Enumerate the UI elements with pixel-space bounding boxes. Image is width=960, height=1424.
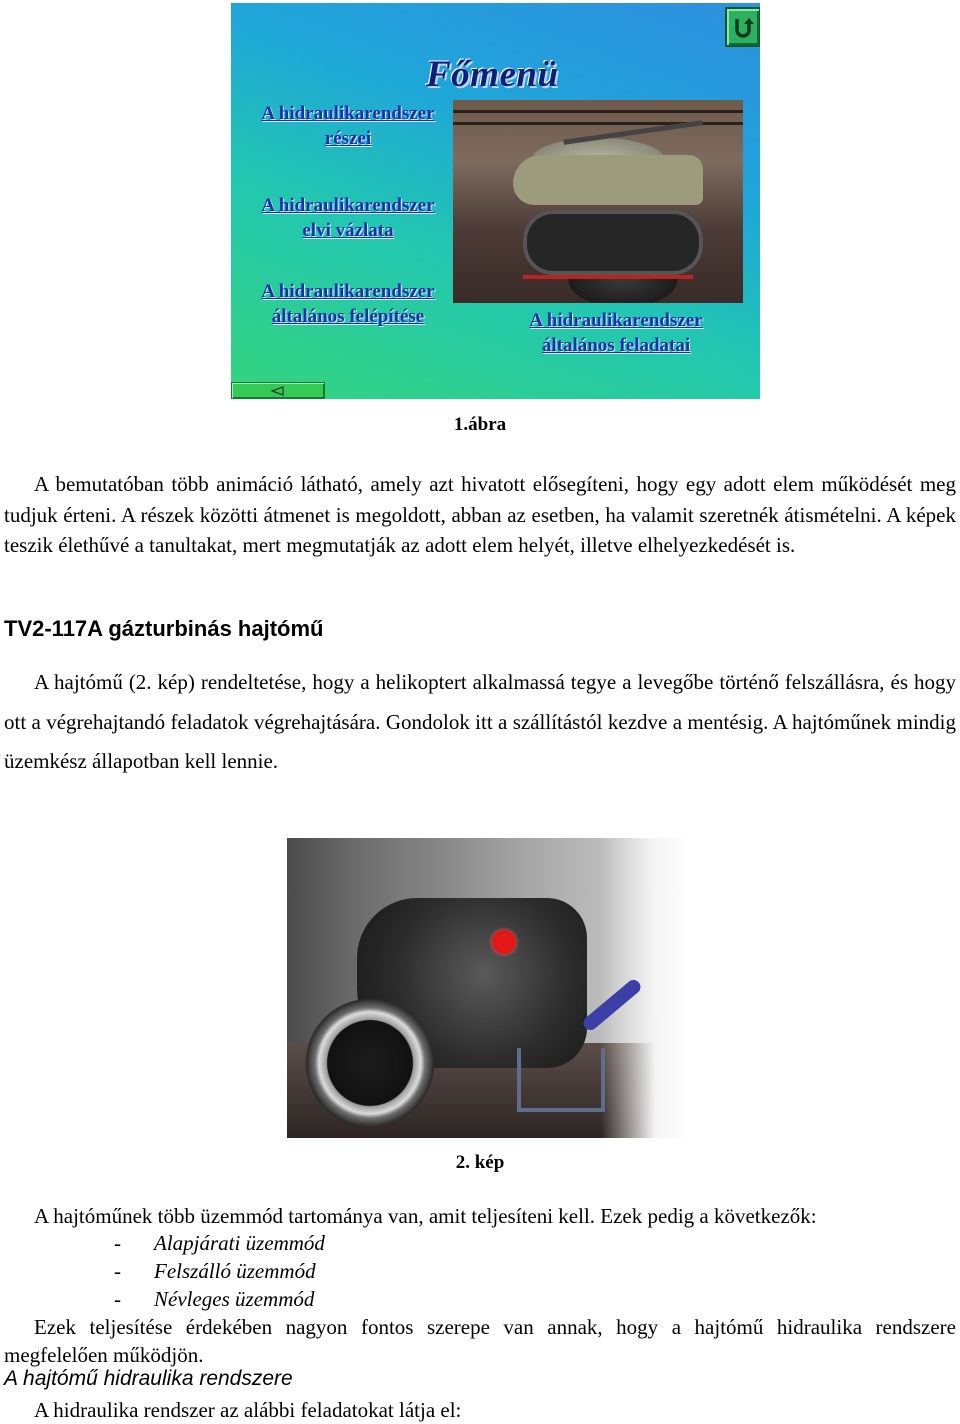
helicopter-engine-photo	[453, 100, 743, 303]
menu-title: Főmenü	[426, 54, 559, 95]
engine-paragraph: A hajtómű (2. kép) rendeltetése, hogy a helikoptert alkalmassá tegye a levegőbe történő felszállásra, és hogy ott a végrehajtandó feladatok végrehajtására. Gondolok itt a szállítástól kezdve a mentésig. A hajtóműnek mindig üzemkész állapotban kell lennie.	[4, 670, 956, 773]
section-heading-engine: TV2-117A gázturbinás hajtómű	[4, 616, 324, 641]
return-arrow-icon	[731, 15, 755, 39]
figure-1-menu-screenshot	[231, 3, 760, 399]
mode-label: Felszálló üzemmód	[154, 1259, 316, 1283]
list-dash: -	[114, 1287, 121, 1311]
back-button[interactable]	[725, 7, 760, 47]
triangle-left-icon	[271, 386, 285, 396]
figure-2-caption: 2. kép	[455, 1152, 505, 1173]
modes-intro-paragraph: A hajtóműnek több üzemmód tartománya van, amit teljesíteni kell. Ezek pedig a következők:	[34, 1204, 817, 1228]
mode-label: Névleges üzemmód	[154, 1287, 315, 1311]
list-dash: -	[114, 1259, 121, 1283]
section-heading-hydraulic: A hajtómű hidraulika rendszere	[4, 1367, 293, 1390]
mode-label: Alapjárati üzemmód	[154, 1231, 325, 1255]
figure-2-engine-photo	[287, 838, 691, 1138]
link-hydraulic-tasks[interactable]: A hidraulikarendszer általános feladatai	[529, 310, 703, 356]
link-hydraulic-structure[interactable]: A hidraulikarendszer általános felépítése	[261, 281, 435, 327]
intro-paragraph: A bemutatóban több animáció látható, amely azt hivatott elősegíteni, hogy egy adott elem működését meg tudjuk érteni. A részek közötti átmenet is megoldott, abban az esetben, ha valamit szeretnék átismételni. A képek teszik élethűvé a tanultakat, mert megmutatják az adott elem helyét, illetve elhelyezkedését is.	[4, 472, 956, 557]
figure-1-caption: 1.ábra	[453, 414, 507, 435]
link-hydraulic-parts[interactable]: A hidraulikarendszer részei	[261, 103, 435, 149]
importance-paragraph: Ezek teljesítése érdekében nagyon fontos szerepe van annak, hogy a hajtómű hidraulika rendszere megfelelően működjön.	[4, 1315, 956, 1367]
link-hydraulic-scheme[interactable]: A hidraulikarendszer elvi vázlata	[261, 195, 435, 241]
list-item	[114, 1229, 325, 1257]
list-dash: -	[114, 1231, 121, 1255]
list-item	[114, 1285, 325, 1313]
list-item	[114, 1257, 325, 1285]
operating-modes-list	[114, 1229, 325, 1313]
hydraulic-tasks-paragraph: A hidraulika rendszer az alábbi feladatokat látja el:	[34, 1398, 462, 1422]
previous-button[interactable]	[231, 382, 325, 399]
